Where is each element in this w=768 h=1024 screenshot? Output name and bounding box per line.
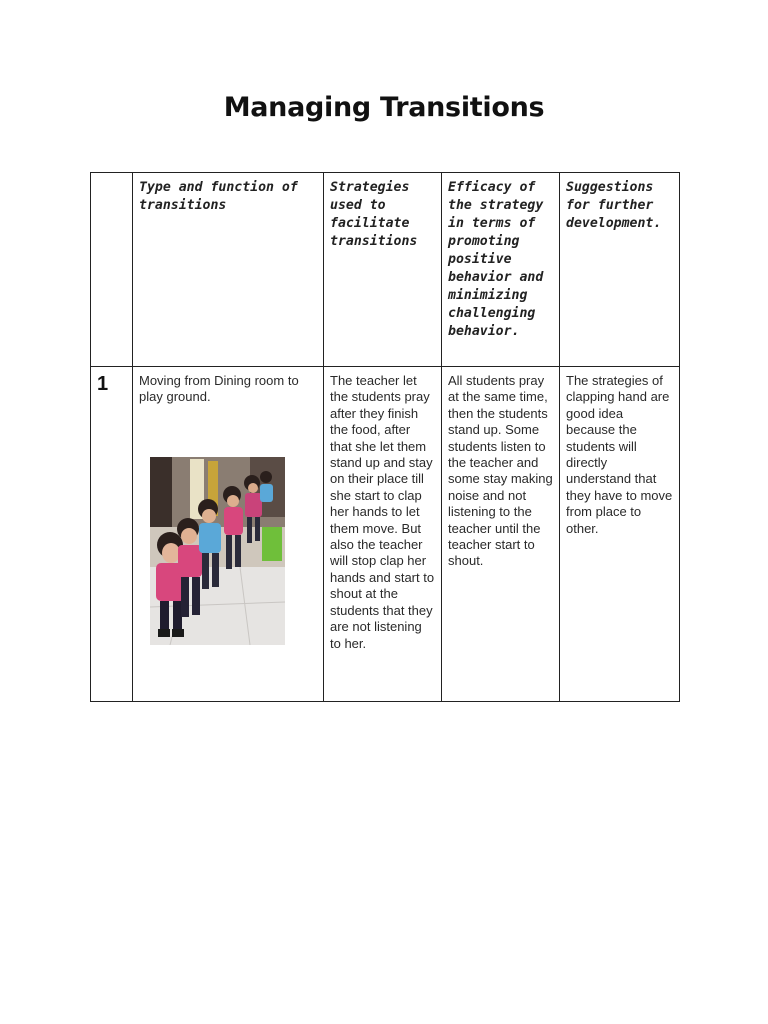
cell-type-function — [133, 367, 324, 702]
header-cell-suggestions: Suggestions for further development. — [560, 173, 680, 367]
header-cell-number — [91, 173, 133, 367]
transitions-table — [90, 172, 680, 702]
cell-strategies: The teacher let the students pray after they finish the food, after that she let them stand up and stay on their place till she start to clap her hands to let them move. But also the teacher will stop clap her hands and start to shout at the students that they are not listening to her. — [324, 367, 442, 702]
header-cell-type-function: Type and function of transitions — [133, 173, 324, 367]
header-cell-efficacy: Efficacy of the strategy in terms of promoting positive behavior and minimizing challenging behavior. — [442, 173, 560, 367]
row-number: 1 — [91, 367, 133, 702]
cell-suggestions: The strategies of clapping hand are good idea because the students will directly understand that they have to move from place to other. — [560, 367, 680, 702]
table-row — [91, 367, 680, 702]
cell-efficacy: All students pray at the same time, then the students stand up. Some students listen to the teacher and some stay making noise and not listening to the teacher until the teacher start to shout. — [442, 367, 560, 702]
page-title: Managing Transitions — [223, 92, 545, 123]
children-lineup-photo — [150, 457, 285, 645]
header-cell-strategies: Strategies used to facilitate transitions — [324, 173, 442, 367]
table-header-row — [91, 173, 680, 367]
type-function-text: Moving from Dining room to play ground. — [139, 373, 299, 405]
